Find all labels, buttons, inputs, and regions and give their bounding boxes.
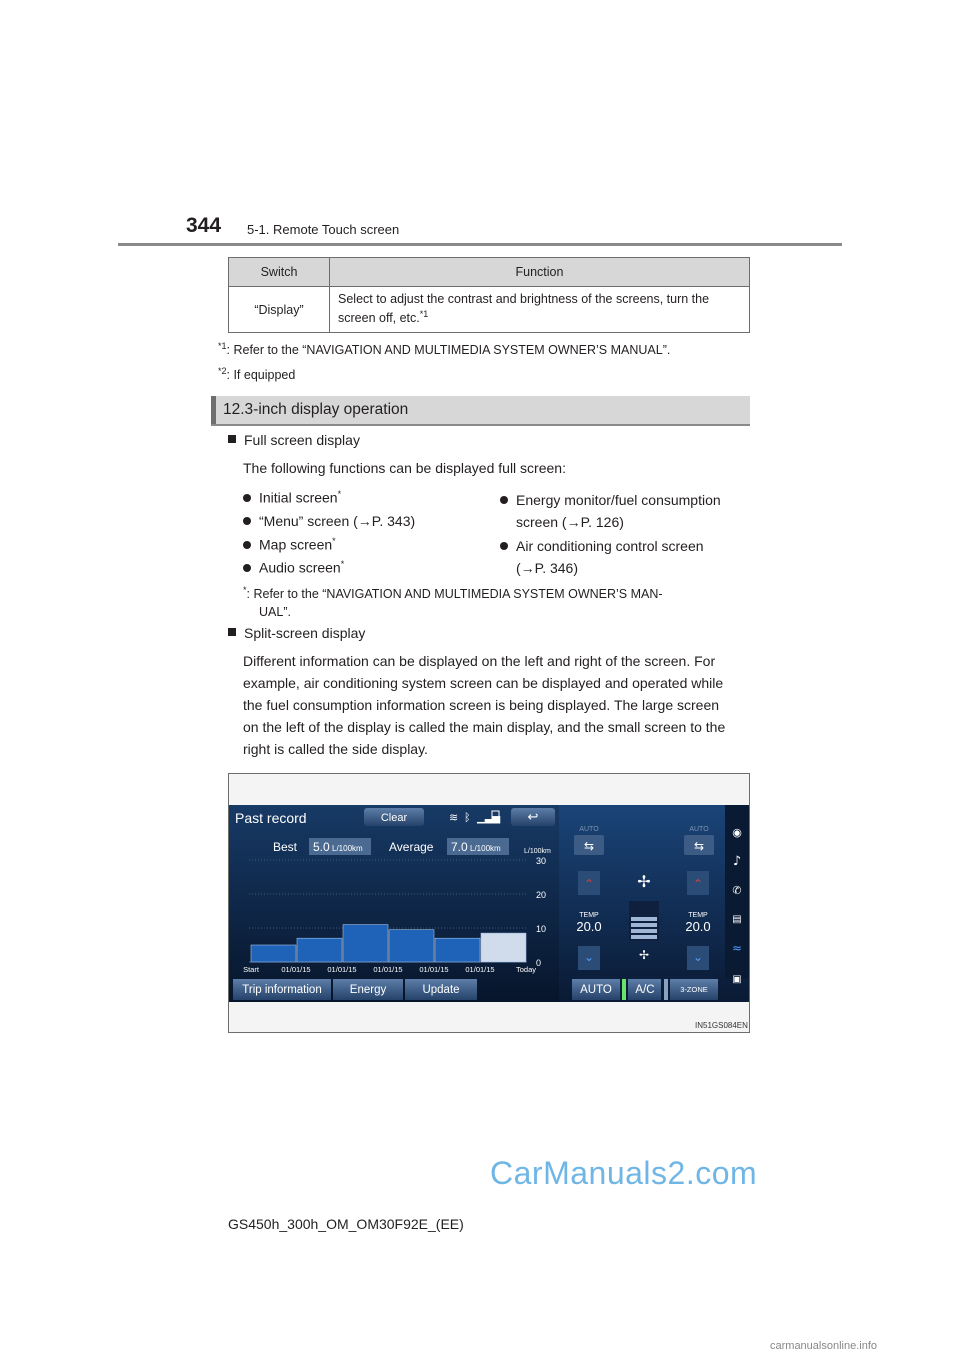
- section-title: 5-1. Remote Touch screen: [247, 222, 400, 237]
- watermark-site: carmanualsonline.info: [770, 1340, 878, 1352]
- axis-unit-label: L/100km: [524, 848, 551, 855]
- tab-energy-label: Energy: [349, 984, 387, 996]
- list-item: Map screen*: [243, 536, 336, 553]
- fan-level-bar: [631, 929, 657, 933]
- airflow-icon: ⇆: [583, 839, 595, 853]
- temp-left-label: TEMP: [579, 912, 599, 919]
- chart-x-tick-label: Today: [515, 965, 537, 974]
- list-item: Audio screen*: [243, 559, 344, 576]
- chart-x-tick-label: 01/01/15: [373, 965, 403, 974]
- footnote-text: : Refer to the “NAVIGATION AND MULTIMEDIA SYSTEM OWNER’S MANUAL”.: [226, 343, 671, 358]
- chevron-down-icon: ⌄: [583, 950, 595, 964]
- page-number: 344: [186, 214, 222, 237]
- footnote-1: [218, 341, 670, 357]
- average-unit: L/100km: [470, 844, 501, 853]
- screen-figure: [229, 805, 749, 1002]
- back-arrow-icon: ↩: [527, 810, 539, 825]
- past-record-title: Past record: [235, 810, 307, 826]
- temp-right-value: 20.0: [685, 919, 711, 934]
- table-row: [229, 287, 750, 333]
- tab-update-label: Update: [422, 984, 460, 996]
- chart-bar: [389, 930, 434, 962]
- auto-button-label: AUTO: [580, 984, 612, 996]
- fan-down-icon[interactable]: ✢: [638, 948, 650, 962]
- section-heading-bar: [211, 396, 750, 426]
- average-label: Average: [389, 840, 434, 854]
- chart-bar: [297, 938, 342, 962]
- table-cell-function: [330, 287, 750, 333]
- chart-x-tick-label: 01/01/15: [281, 965, 311, 974]
- full-screen-intro: The following functions can be displayed full screen:: [243, 460, 566, 476]
- average-value: 7.0: [451, 840, 468, 854]
- footnote-ref: *1: [419, 309, 429, 320]
- bullet-icon: [243, 517, 251, 525]
- chart-bar: [251, 945, 296, 962]
- zone-indicator: [664, 979, 668, 1000]
- chart-y-tick-label: 10: [536, 924, 547, 934]
- footnote-mark: *1: [218, 341, 227, 351]
- best-unit: L/100km: [332, 844, 363, 853]
- section-heading: 12.3-inch display operation: [223, 401, 409, 418]
- chart-x-ticks: [243, 965, 536, 974]
- airflow-icon: ⇆: [693, 839, 705, 853]
- switch-table: [228, 257, 750, 333]
- list-item: Air conditioning control screen (→P. 346): [500, 535, 704, 579]
- setup-icon[interactable]: ▣: [732, 974, 742, 985]
- square-bullet-icon: [228, 628, 236, 636]
- bluetooth-icon: ᛒ: [464, 811, 471, 824]
- list-item: Initial screen*: [243, 489, 341, 506]
- chevron-up-icon: ⌃: [583, 877, 595, 891]
- bullet-icon: [243, 564, 251, 572]
- split-screen-title: Split-screen display: [228, 625, 365, 641]
- bullet-icon: [500, 542, 508, 550]
- chart-x-tick-label: 01/01/15: [465, 965, 495, 974]
- list-item: “Menu” screen (→P. 343): [243, 513, 415, 529]
- auto-right-label: AUTO: [689, 826, 709, 833]
- heading-accent: [211, 396, 216, 424]
- list-item: Energy monitor/fuel consumption screen (→P. 126): [500, 489, 721, 533]
- tab-trip-information-label: Trip information: [242, 984, 322, 996]
- watermark-text: CarManuals2.com: [490, 1155, 758, 1191]
- full-screen-note: *: Refer to the “NAVIGATION AND MULTIMEDIA SYSTEM OWNER’S MAN- UAL”.: [243, 585, 663, 620]
- fan-level-bar: [631, 917, 657, 921]
- best-label: Best: [273, 840, 298, 854]
- phone-icon[interactable]: ✆: [732, 884, 742, 897]
- signal-icon: ▁▃▅: [477, 813, 501, 824]
- chevron-down-icon: ⌄: [692, 950, 704, 964]
- footnote-2: [218, 366, 295, 382]
- split-screen-body: Different information can be displayed on the left and right of the screen. For example, air conditioning system screen can be displayed and operated while the fuel consumption information screen is being displayed. The large screen on the left of the display is called the main display, and the small screen to the right is called the side display.: [243, 653, 726, 757]
- chart-bar: [481, 933, 526, 962]
- temp-right-label: TEMP: [688, 912, 708, 919]
- fan-level-bar: [631, 923, 657, 927]
- chart-y-tick-label: 30: [536, 856, 547, 866]
- table-header-function: Function: [330, 258, 750, 287]
- audio-icon[interactable]: ♪: [732, 854, 742, 869]
- table-cell-switch: “Display”: [229, 287, 330, 333]
- bullet-icon: [500, 496, 508, 504]
- wifi-icon: ≋: [449, 811, 459, 824]
- table-header-switch: Switch: [229, 258, 330, 287]
- chart-y-tick-label: 0: [536, 958, 542, 968]
- clear-label: Clear: [380, 812, 408, 824]
- chevron-up-icon: ⌃: [692, 877, 704, 891]
- fan-up-icon[interactable]: ✢: [637, 872, 651, 891]
- footer-model: GS450h_300h_OM_OM30F92E_(EE): [228, 1216, 464, 1232]
- chart-bar: [435, 938, 480, 962]
- fan-level-bar: [631, 935, 657, 939]
- header-rule: [118, 243, 842, 246]
- chart-bar: [343, 925, 388, 962]
- bullet-icon: [243, 494, 251, 502]
- info-icon[interactable]: ▤: [732, 914, 742, 925]
- function-text: Select to adjust the contrast and brightness of the screens, turn the screen off, etc.: [338, 292, 710, 326]
- temp-left-value: 20.0: [576, 919, 602, 934]
- square-bullet-icon: [228, 435, 236, 443]
- ac-button-label: A/C: [635, 984, 655, 996]
- climate-icon[interactable]: ≈: [731, 941, 743, 955]
- chart-x-tick-label: 01/01/15: [419, 965, 449, 974]
- chart-x-tick-label: Start: [243, 965, 259, 974]
- navigation-icon[interactable]: ◉: [732, 826, 742, 839]
- chart-y-tick-label: 20: [536, 890, 547, 900]
- three-zone-button-label: 3-ZONE: [680, 985, 708, 994]
- ac-indicator: [622, 979, 626, 1000]
- chart-x-tick-label: 01/01/15: [327, 965, 357, 974]
- footnote-mark: *2: [218, 366, 227, 376]
- best-value: 5.0: [313, 840, 330, 854]
- figure-code: IN51GS084EN: [695, 1021, 748, 1030]
- auto-left-label: AUTO: [579, 826, 599, 833]
- footnote-text: : If equipped: [226, 368, 296, 383]
- full-screen-title: Full screen display: [228, 432, 360, 448]
- bullet-icon: [243, 541, 251, 549]
